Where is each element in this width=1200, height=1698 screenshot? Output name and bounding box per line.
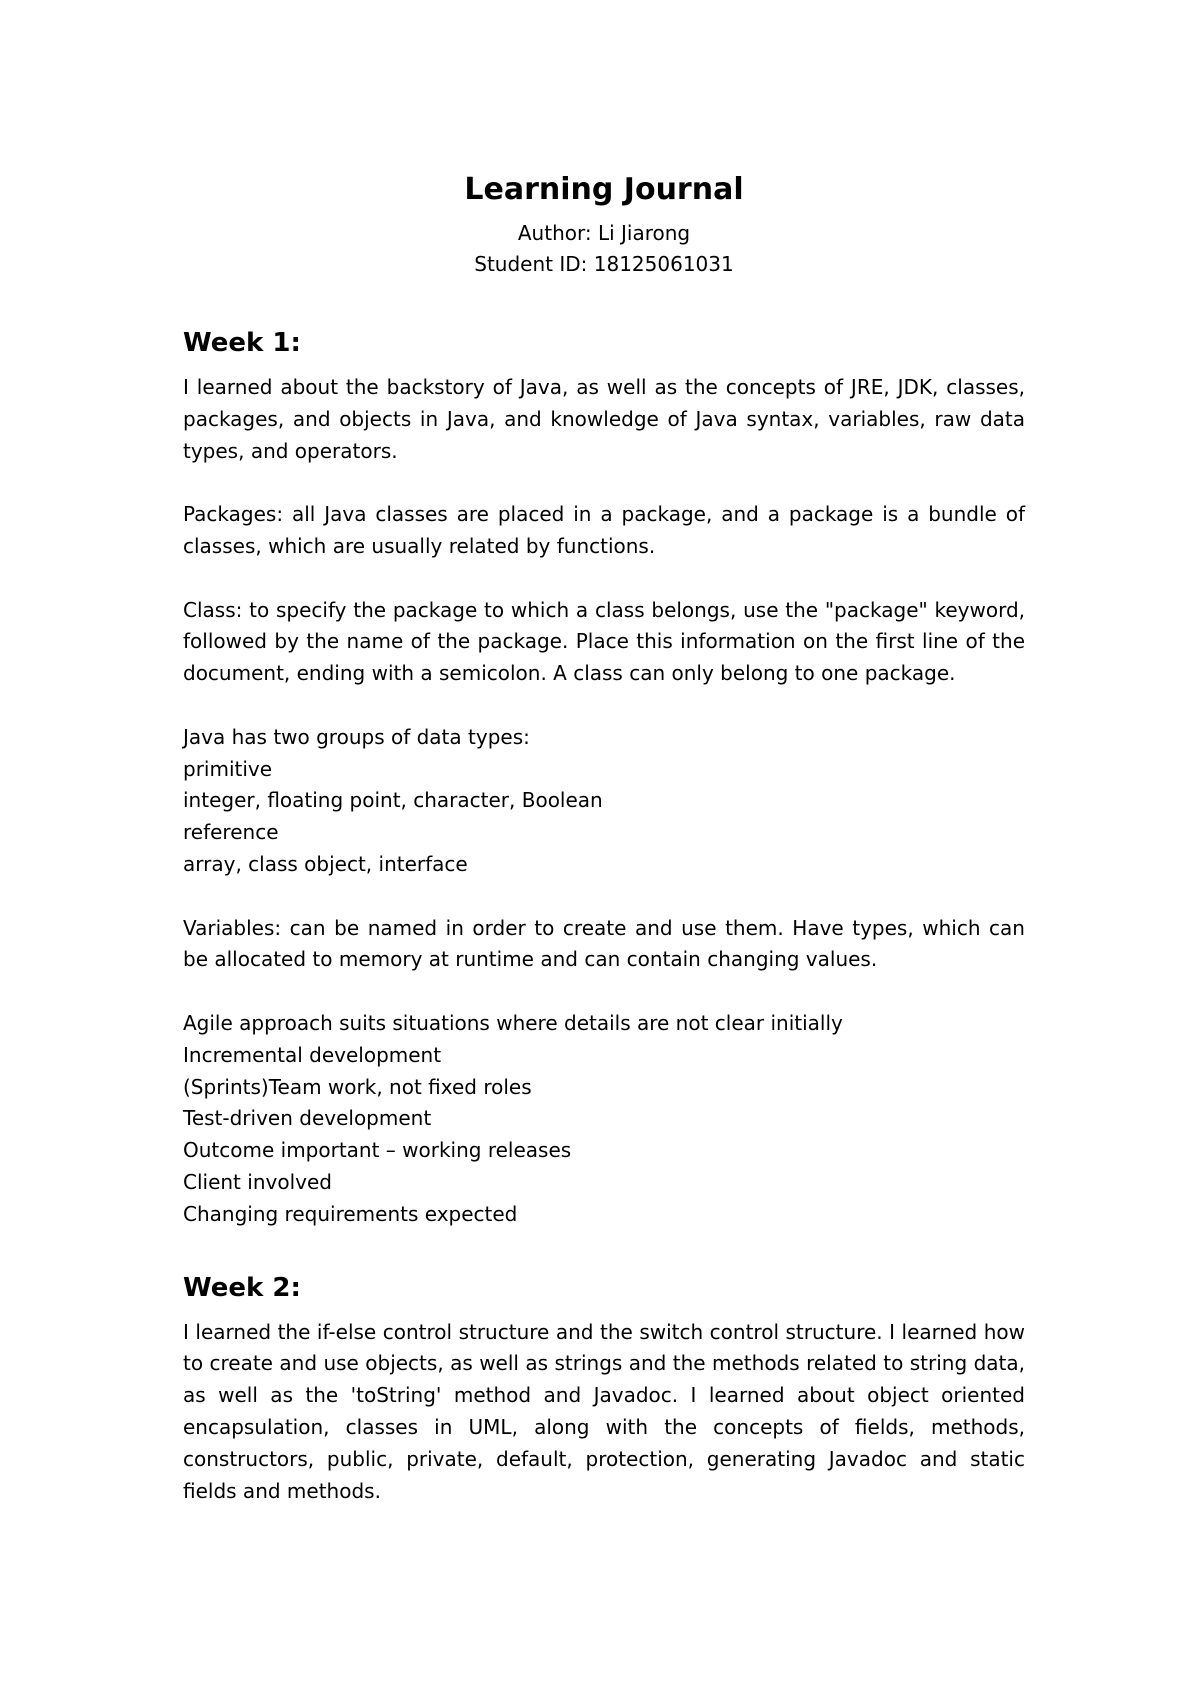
agile-line: Incremental development: [183, 1042, 442, 1067]
week-2-heading: Week 2:: [183, 1272, 301, 1303]
document-title: Learning Journal: [464, 172, 744, 207]
data-type-group: primitive: [183, 756, 273, 781]
agile-line: Outcome important – working releases: [183, 1138, 572, 1163]
agile-line: Changing requirements expected: [183, 1201, 518, 1226]
week-1-heading: Week 1:: [183, 328, 301, 358]
week-2-body: I learned the if-else control structure and the switch control structure. I learned how to create and use objects, as well as strings and the methods related to string data, as well as the 'toString' method and Javadoc. I learned about object oriented encapsulation, classes in UML, along with the concepts of fields, methods, constructors, public, private, default, protection, generating Javadoc and static fields and methods.: [183, 1319, 1025, 1503]
agile-list: [183, 1008, 1025, 1231]
data-type-group: reference: [183, 820, 279, 845]
agile-line: Client involved: [183, 1169, 332, 1194]
data-types-intro: Java has two groups of data types:: [183, 724, 530, 749]
agile-line: Agile approach suits situations where details are not clear initially: [183, 1010, 843, 1035]
agile-line: (Sprints)Team work, not fixed roles: [183, 1074, 532, 1099]
class-paragraph: Class: to specify the package to which a class belongs, use the "package" keyword, followed by the name of the package. Place this information on the first line of the document, ending with a semicolon. A class can only belong to one package.: [183, 597, 1025, 686]
author-line: Author: Li Jiarong: [517, 221, 691, 245]
variables-paragraph: Variables: can be named in order to create and use them. Have types, which can be allocated to memory at runtime and can contain changing values.: [183, 915, 1025, 972]
data-type-members: array, class object, interface: [183, 851, 468, 876]
student-id-line: Student ID: 18125061031: [474, 252, 734, 276]
data-type-members: integer, floating point, character, Boolean: [183, 788, 603, 813]
week-1-intro: I learned about the backstory of Java, as well as the concepts of JRE, JDK, classes, packages, and objects in Java, and knowledge of Java syntax, variables, raw data types, and operators.: [183, 375, 1025, 463]
data-types-list: [183, 722, 1025, 881]
agile-line: Test-driven development: [183, 1106, 432, 1131]
journal-page: [183, 168, 1025, 1507]
packages-paragraph: Packages: all Java classes are placed in a package, and a package is a bundle of classes, which are usually related by functions.: [183, 502, 1025, 558]
